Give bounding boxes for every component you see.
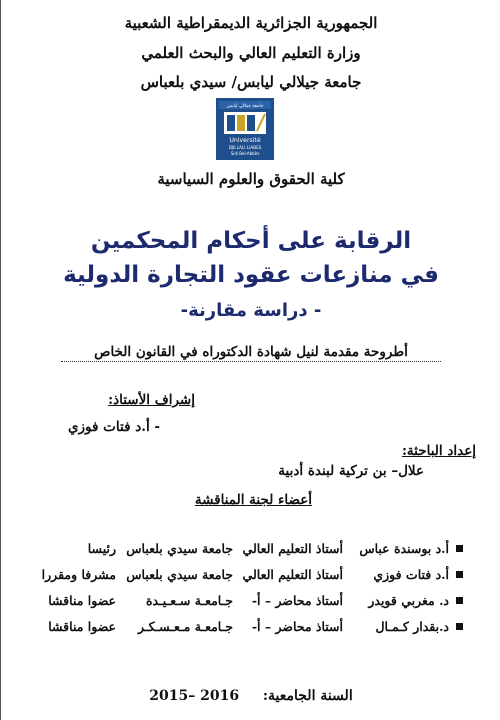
member-institution: جامعة سيدي بلعباس	[126, 567, 233, 582]
committee-row	[1, 567, 500, 585]
member-name: د.بقدار كـمـال	[375, 619, 449, 634]
supervision-label: إشراف الأستاذ:	[108, 392, 195, 408]
member-role: مشرفا ومقررا	[41, 567, 116, 582]
bullet-icon	[456, 623, 463, 630]
university-logo-icon	[216, 98, 274, 160]
committee-row	[1, 619, 500, 637]
bullet-icon	[456, 545, 463, 552]
researcher-name: علال– بن تركية لبندة أدبية	[278, 463, 424, 479]
academic-year	[1, 688, 500, 704]
svg-text:جامعة جيلالي ليابس: جامعة جيلالي ليابس	[226, 104, 264, 109]
logo-text-3: Sidi Bel-Abbès	[230, 151, 260, 156]
thesis-note: أطروحة مقدمة لنيل شهادة الدكتوراه في القانون الخاص	[61, 344, 441, 362]
republic-heading: الجمهورية الجزائرية الديمقراطية الشعبية	[124, 14, 378, 32]
title-line-1: الرقابة على أحكام المحكمين	[90, 228, 412, 254]
bullet-icon	[456, 571, 463, 578]
member-rank: أستاذ محاضر – أ-	[251, 619, 343, 634]
committee-label: أعضاء لجنة المناقشة	[194, 492, 312, 508]
member-rank: أستاذ محاضر – أ-	[251, 593, 343, 608]
member-name: أ.د فتات فوزي	[373, 567, 449, 582]
member-role: رئيسا	[87, 541, 116, 556]
university-logo	[216, 98, 274, 160]
member-name: أ.د بوسندة عباس	[359, 541, 449, 556]
preparation-label: إعداد الباحثة:	[401, 443, 476, 459]
member-role: عضوا مناقشا	[48, 593, 116, 608]
member-name: د. مغربي قويدر	[368, 593, 449, 608]
committee-row	[1, 541, 500, 559]
supervisor-name: - أ.د فتات فوزي	[67, 419, 160, 435]
committee-row	[1, 593, 500, 611]
university-heading: جامعة جيلالي ليابس/ سيدي بلعباس	[140, 73, 362, 91]
academic-year-label: السنة الجامعية:	[262, 688, 353, 704]
member-institution: جـامعـة سـعـيـدة	[145, 593, 233, 608]
faculty-heading: كلية الحقوق والعلوم السياسية	[157, 170, 345, 188]
member-institution: جـامعـة مـعـسـكـر	[138, 619, 233, 634]
bullet-icon	[456, 597, 463, 604]
title-line-2: في منازعات عقود التجارة الدولية	[63, 262, 439, 288]
member-institution: جامعة سيدي بلعباس	[126, 541, 233, 556]
academic-year-value: 2015– 2016	[149, 688, 240, 704]
member-rank: أستاذ التعليم العالي	[242, 567, 343, 582]
member-role: عضوا مناقشا	[48, 619, 116, 634]
logo-text-2: DJILLALI LIABES	[228, 145, 262, 150]
ministry-heading: وزارة التعليم العالي والبحث العلمي	[141, 44, 361, 62]
member-rank: أستاذ التعليم العالي	[242, 541, 343, 556]
title-line-3: - دراسة مقارنة-	[180, 300, 322, 321]
logo-text-1: Université	[229, 137, 261, 144]
